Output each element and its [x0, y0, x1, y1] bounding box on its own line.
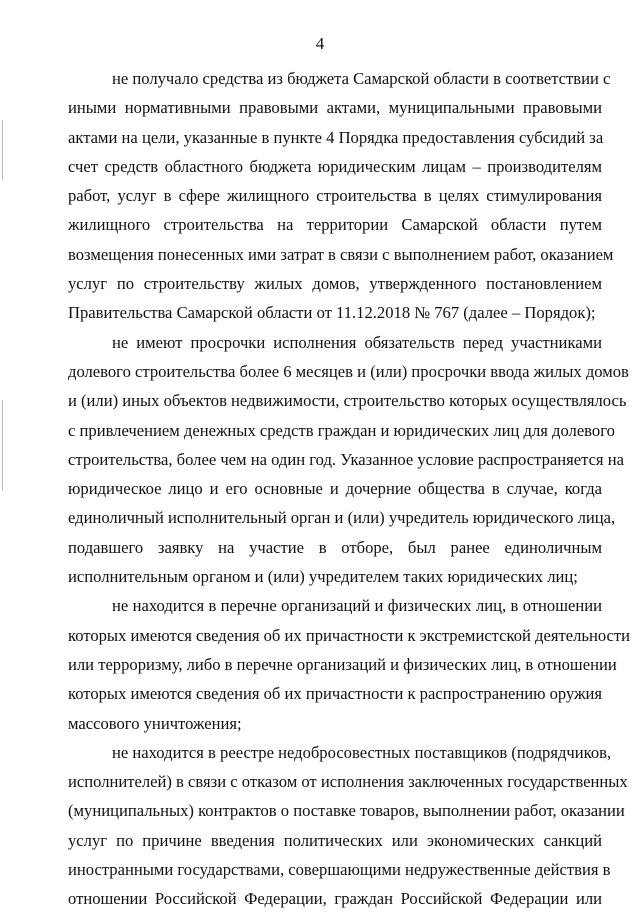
scan-edge: [2, 400, 3, 490]
text-line: возмещения понесенных ими затрат в связи с выполнением работ, оказанием: [68, 244, 614, 264]
text-line: или терроризму, либо в перечне организаций и физических лиц, в отношении: [68, 654, 617, 674]
text-line: (муниципальных) контрактов о поставке товаров, выполнении работ, оказании: [68, 801, 625, 821]
text-line: и (или) иных объектов недвижимости, строительство которых осуществлялось: [68, 391, 627, 411]
text-line: долевого строительства более 6 месяцев и (или) просрочки ввода жилых домов: [68, 361, 629, 381]
text-line: не находится в перечне организаций и физических лиц, в отношении: [112, 596, 602, 616]
text-line: услуг по строительству жилых домов, утвержденного постановлением: [68, 274, 602, 294]
text-line: не находится в реестре недобросовестных поставщиков (подрядчиков,: [112, 742, 612, 762]
text-line: строительства, более чем на один год. Указанное условие распространяется на: [68, 449, 624, 469]
text-line: иностранными государствами, совершающими недружественные действия в: [68, 860, 611, 880]
text-line: работ, услуг в сфере жилищного строительства в целях стимулирования: [68, 186, 602, 206]
paragraph: [68, 64, 614, 328]
text-line: жилищного строительства на территории Самарской области путем: [68, 215, 602, 235]
paragraph: [68, 328, 629, 592]
text-line: отношении Российской Федерации, граждан Российской Федерации или: [68, 889, 602, 909]
text-line: массового уничтожения;: [68, 713, 242, 733]
page-number: 4: [315, 34, 325, 53]
text-line: единоличный исполнительный орган и (или) учредитель юридического лица,: [68, 508, 616, 528]
paragraph: [68, 591, 631, 737]
text-line: актами на цели, указанные в пункте 4 Порядка предоставления субсидий за: [68, 127, 604, 147]
text-line: подавшего заявку на участие в отборе, был ранее единоличным: [68, 537, 602, 557]
paragraph: [68, 738, 628, 914]
text-line: которых имеются сведения об их причастности к распространению оружия: [68, 684, 603, 704]
text-line: исполнительным органом и (или) учредителем таких юридических лиц;: [68, 567, 578, 587]
scan-edge: [2, 120, 3, 180]
text-line: услуг по причине введения политических или экономических санкций: [68, 830, 602, 850]
text-line: которых имеются сведения об их причастности к экстремистской деятельности: [68, 625, 631, 645]
text-line: Правительства Самарской области от 11.12.2018 № 767 (далее – Порядок);: [68, 303, 596, 323]
text-line: с привлечением денежных средств граждан и юридических лиц для долевого: [68, 420, 615, 440]
text-line: иными нормативными правовыми актами, муниципальными правовыми: [68, 98, 602, 118]
text-line: счет средств областного бюджета юридическим лицам – производителям: [68, 156, 602, 176]
text-line: исполнителей) в связи с отказом от исполнения заключенных государственных: [68, 772, 628, 792]
document-body: [68, 64, 631, 914]
text-line: не получало средства из бюджета Самарской области в соответствии с: [112, 69, 611, 88]
text-line: юридическое лицо и его основные и дочерние общества в случае, когда: [68, 479, 602, 499]
text-line: не имеют просрочки исполнения обязательств перед участниками: [112, 332, 602, 352]
